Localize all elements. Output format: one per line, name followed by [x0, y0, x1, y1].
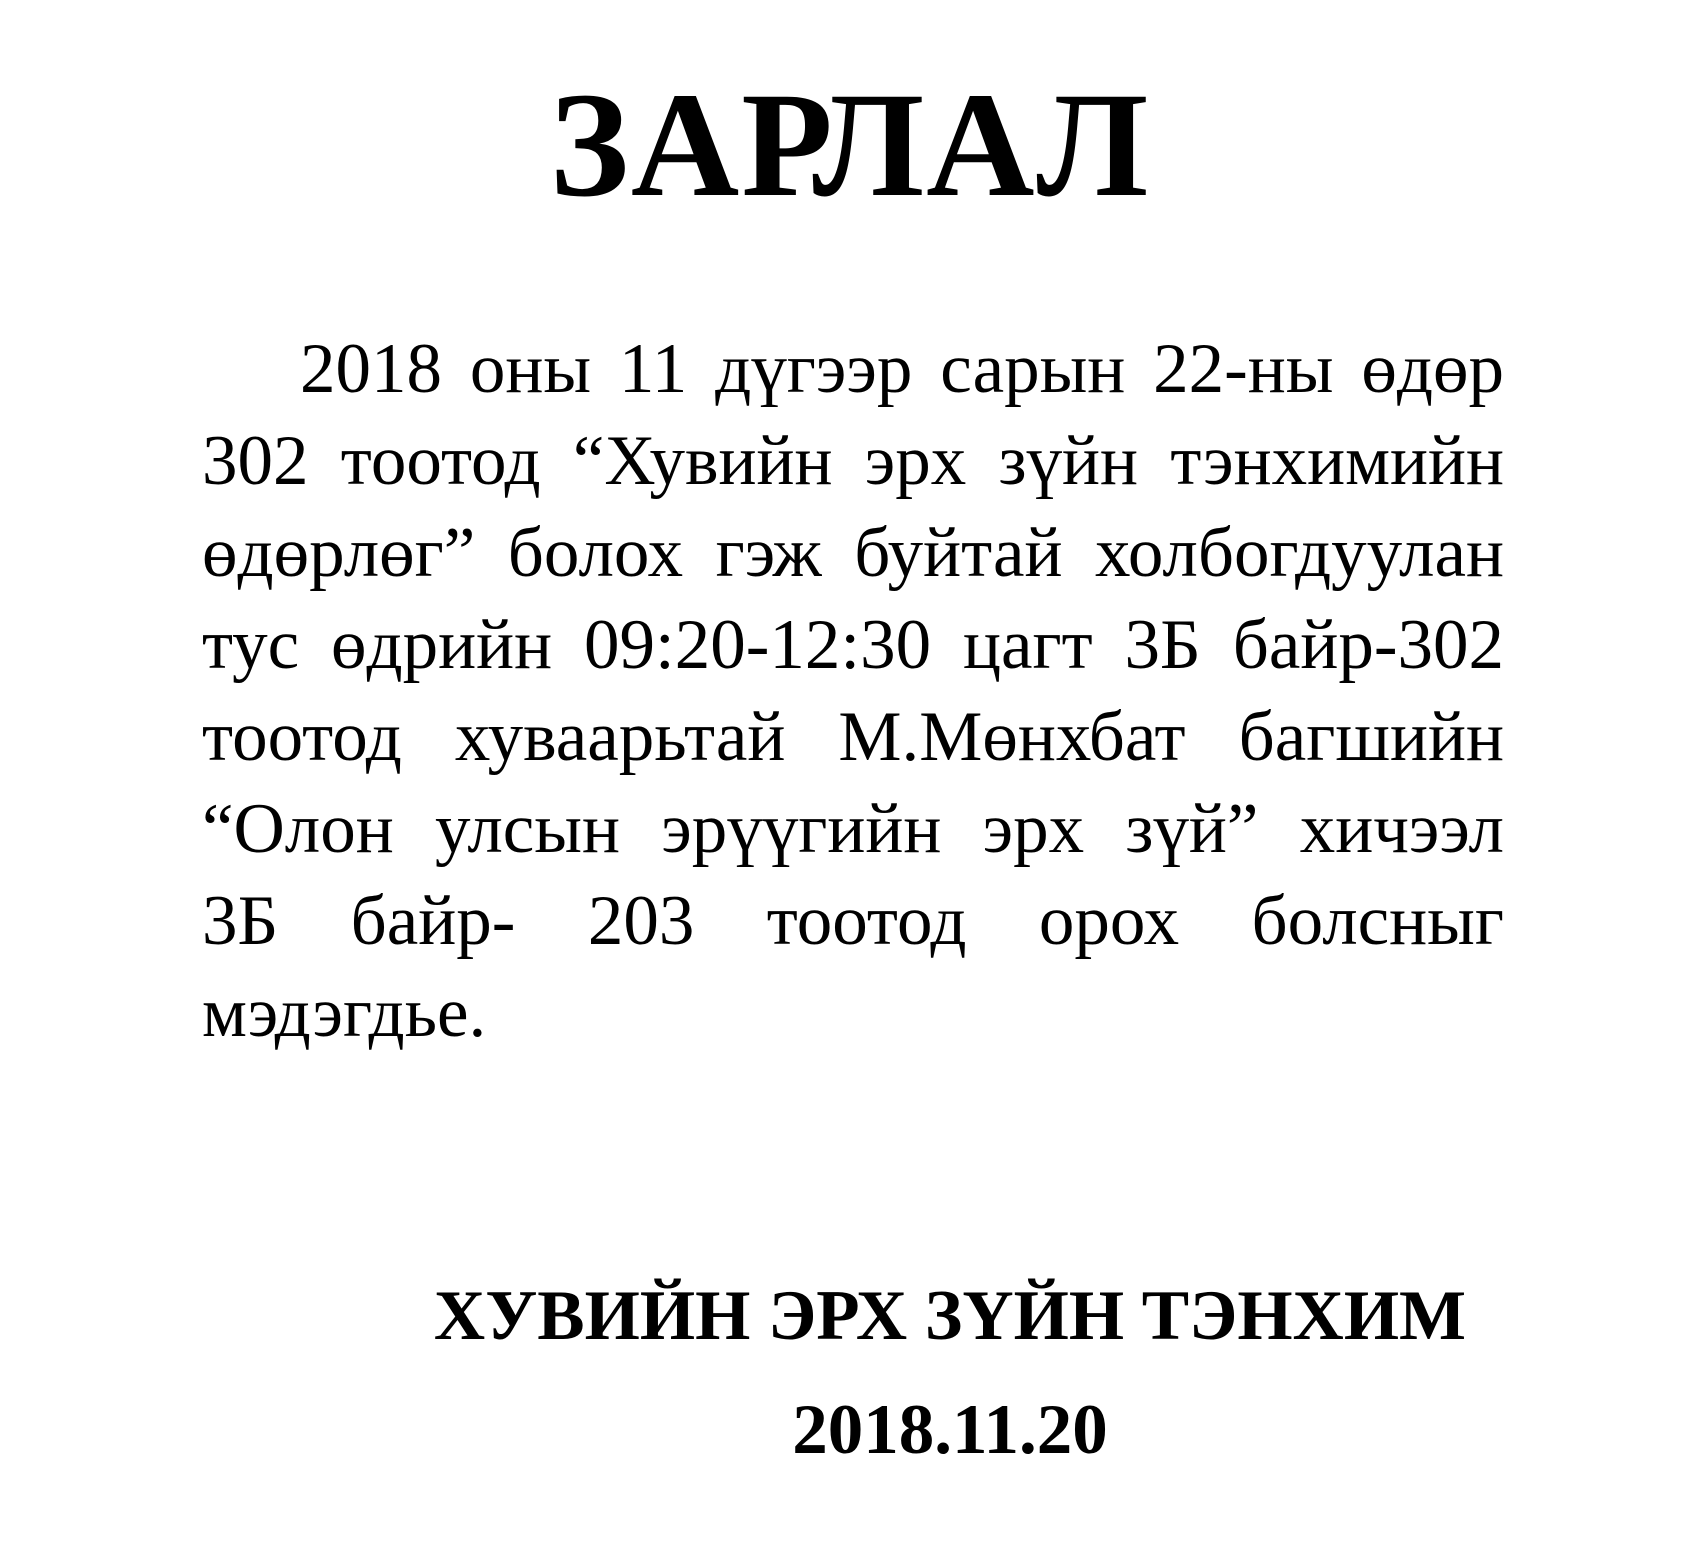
body-line: 2018 оны 11 дүгээр сарын 22-ны өдөр [300, 330, 1504, 408]
body-line: 3Б байр- 203 тоотод орох болсныг [202, 882, 1504, 960]
body-line: “Олон улсын эрүүгийн эрх зүй” хичээл [202, 790, 1504, 868]
body-line: өдөрлөг” болох гэж буйтай холбогдуулан [202, 514, 1504, 592]
announcement-body [202, 323, 1504, 1059]
body-line: 302 тоотод “Хувийн эрх зүйн тэнхимийн [202, 422, 1504, 500]
body-line: мэдэгдье. [202, 974, 487, 1052]
announcement-date: 2018.11.20 [792, 1391, 1108, 1469]
announcement-title: ЗАРЛАЛ [549, 62, 1151, 228]
body-line: тус өдрийн 09:20-12:30 цагт 3Б байр-302 [202, 606, 1504, 684]
body-line: тоотод хуваарьтай М.Мөнхбат багшийн [202, 698, 1504, 776]
department-signature: ХУВИЙН ЭРХ ЗҮЙН ТЭНХИМ [433, 1277, 1467, 1355]
